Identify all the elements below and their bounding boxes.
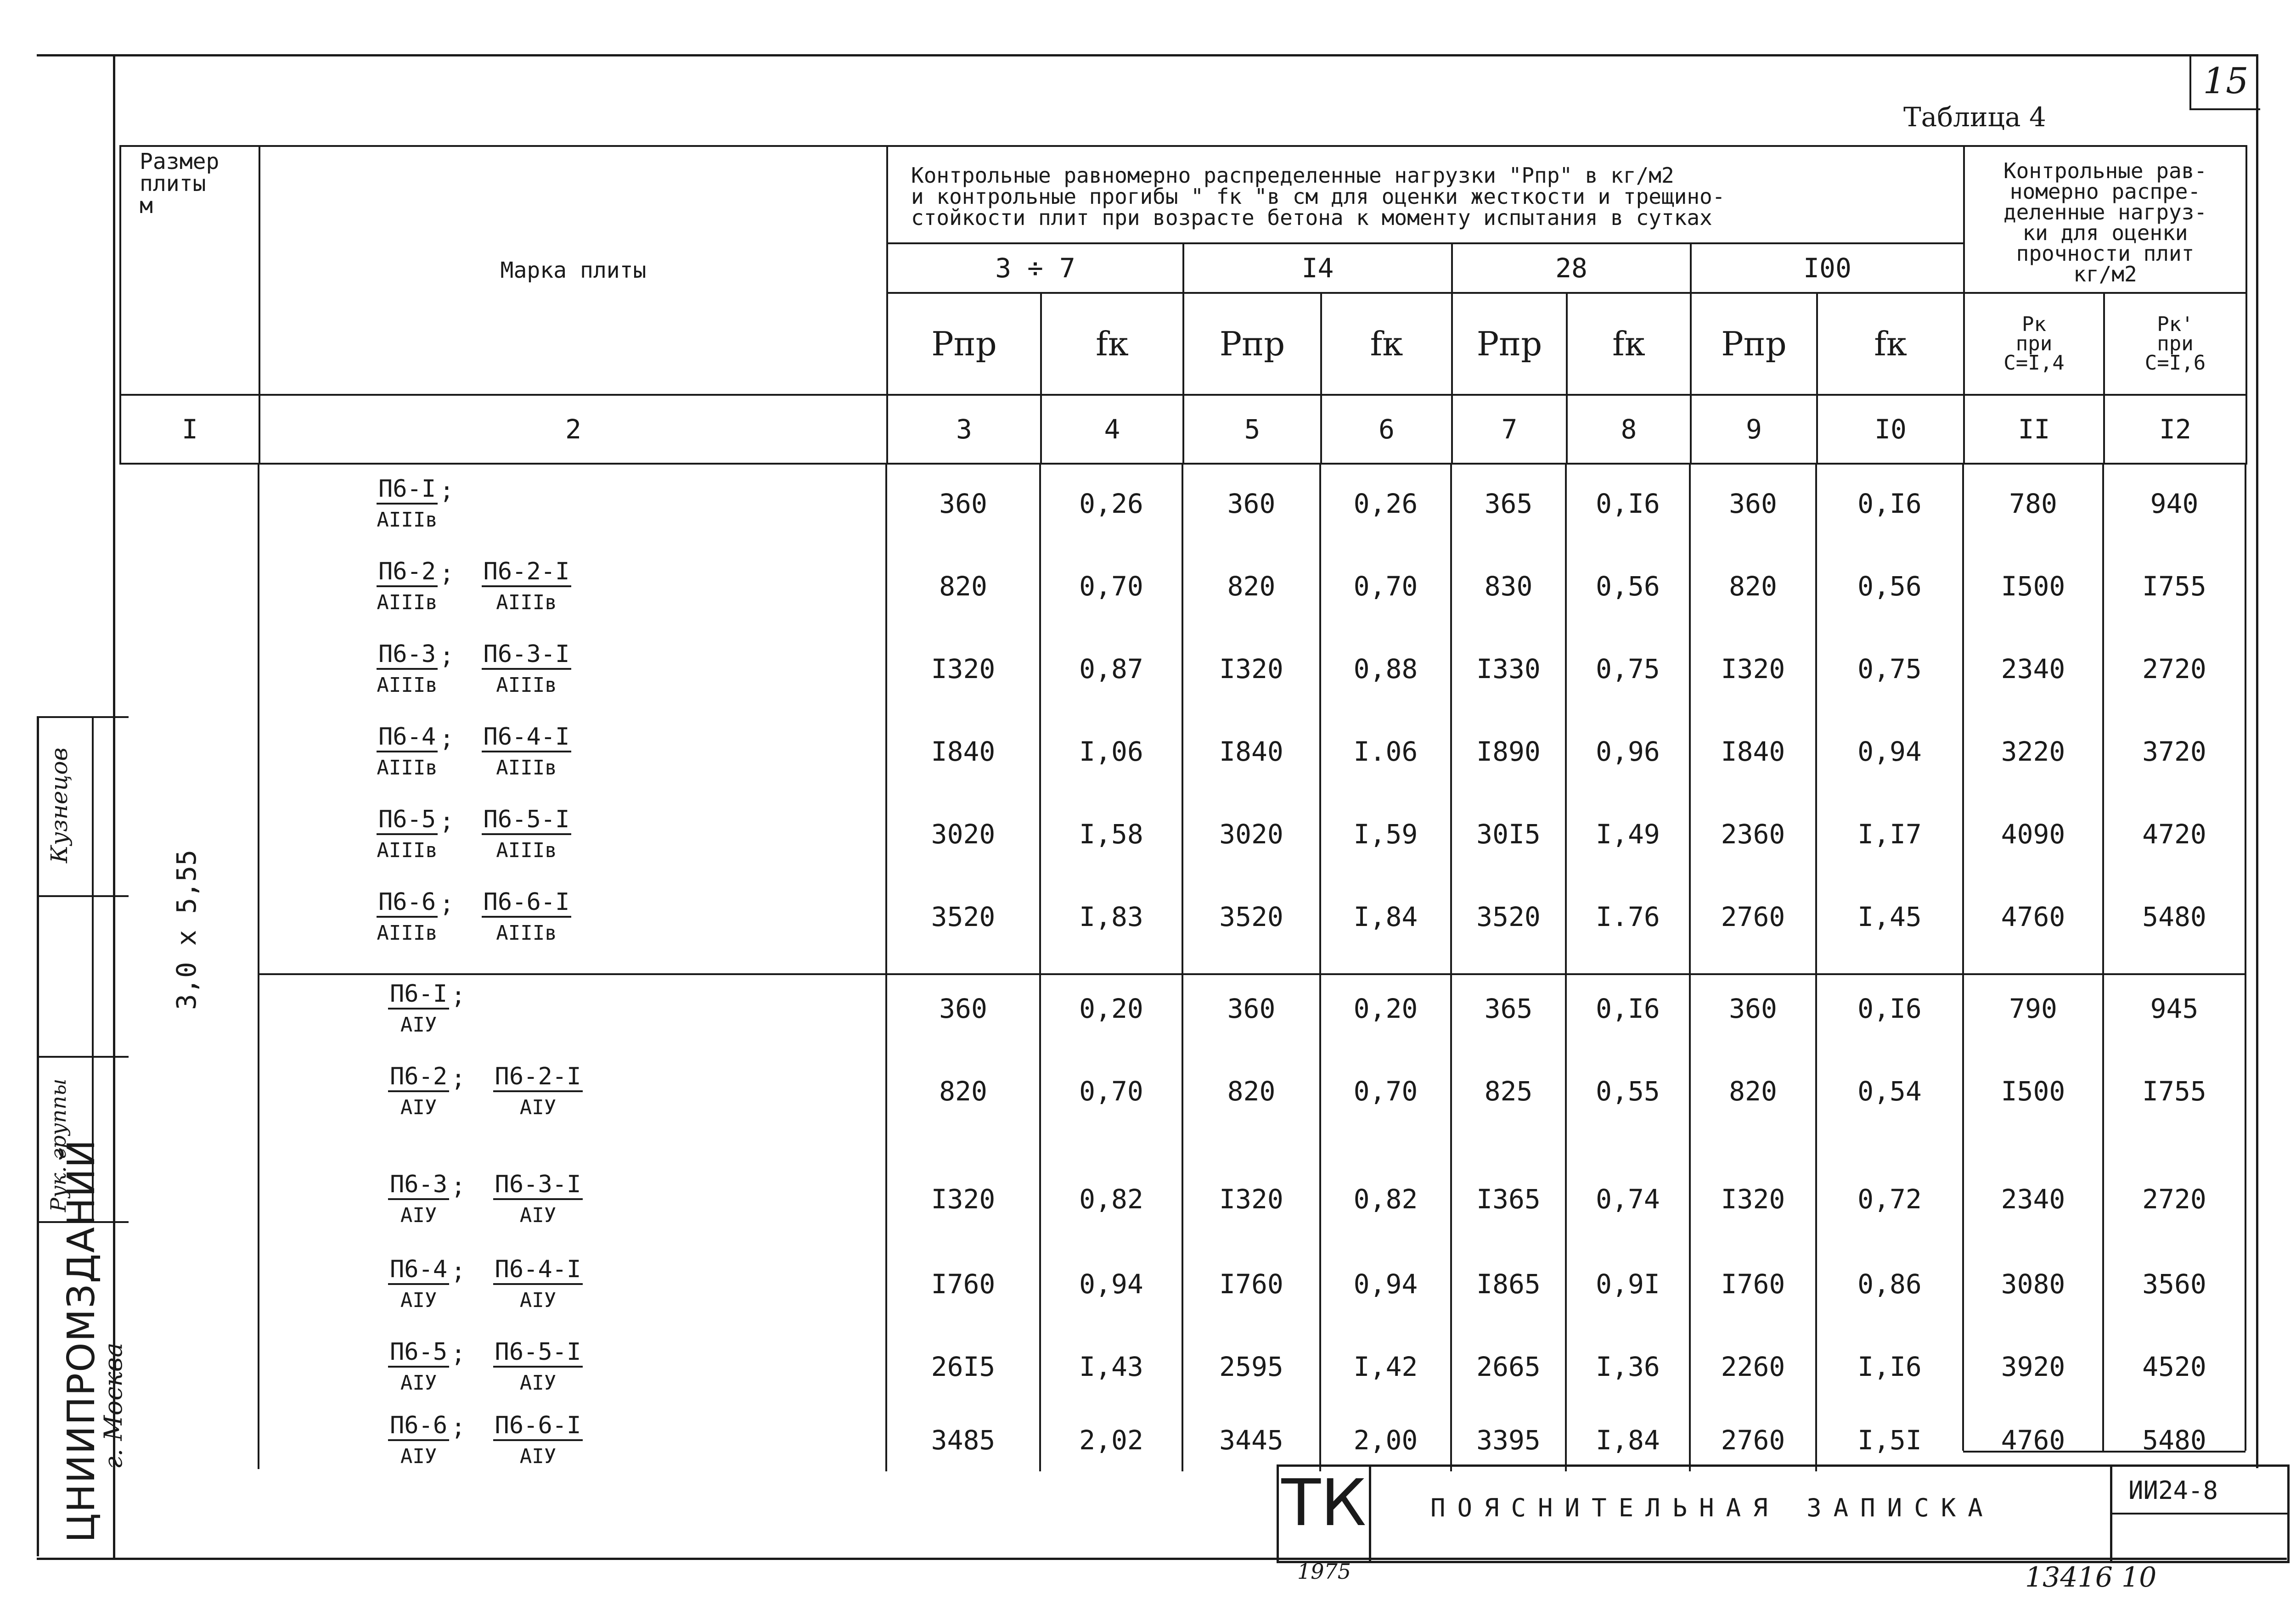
title-block-code: ИИ24-8 [2128, 1476, 2218, 1505]
mark-fraction-1 [388, 1412, 449, 1468]
mark-code: П6-2-I [482, 558, 572, 587]
bottom-note: 13416 10 [2025, 1561, 2157, 1593]
value-cell: 4720 [2142, 819, 2206, 850]
mark-steel: AIУ [400, 1204, 437, 1227]
side-stamp-line-3 [37, 716, 129, 718]
header-strength-label: Контрольные рав- номерно распре- деленные нагруз- ки для оценки прочности плит кг/м2 [2003, 158, 2207, 287]
plate-mark [377, 806, 571, 863]
value-cell: I330 [1476, 653, 1541, 684]
value-cell: 3395 [1476, 1425, 1541, 1456]
side-stamp-name: Кузнецов [46, 747, 73, 863]
mark-code: П6-5 [388, 1338, 449, 1368]
body-column-line [2102, 463, 2104, 1451]
value-cell: 26I5 [931, 1351, 996, 1382]
value-cell: I320 [931, 1184, 996, 1215]
value-cell: 0,55 [1596, 1076, 1660, 1107]
value-cell: 3520 [931, 901, 996, 932]
col-num-1: I [120, 395, 259, 464]
value-cell: 830 [1484, 571, 1533, 602]
mark-fraction-1 [377, 475, 438, 532]
mark-code: П6-6 [388, 1412, 449, 1441]
mark-steel: AIIIв [377, 508, 438, 532]
value-cell: 365 [1484, 993, 1533, 1024]
value-cell: 0,82 [1353, 1184, 1418, 1215]
value-cell: 940 [2150, 488, 2199, 519]
tk-logo [1279, 1466, 1371, 1584]
value-cell: I320 [931, 653, 996, 684]
margin-top-line [37, 54, 115, 56]
value-cell: I865 [1476, 1268, 1541, 1300]
header-plate-size-label: Размер плиты м [140, 149, 219, 219]
value-cell: 0,70 [1353, 571, 1418, 602]
plate-mark [388, 1256, 583, 1313]
header-plate-mark [259, 146, 887, 395]
mark-steel: AIIIв [377, 591, 438, 614]
tk-logo-text: ТК [1281, 1466, 1367, 1541]
value-cell: 0,88 [1353, 653, 1418, 684]
plate-mark [377, 558, 571, 615]
value-cell: 820 [1227, 1076, 1276, 1107]
col-num-12: I2 [2104, 395, 2246, 464]
mark-fraction-2 [482, 558, 572, 614]
value-cell: I,58 [1079, 819, 1143, 850]
value-cell: 4520 [2142, 1351, 2206, 1382]
value-cell: I365 [1476, 1184, 1541, 1215]
mark-fraction-2 [482, 888, 572, 945]
value-cell: 825 [1484, 1076, 1533, 1107]
body-column-line [885, 463, 887, 1471]
mark-code: П6-5-I [493, 1338, 583, 1368]
mark-fraction-1 [388, 980, 449, 1037]
value-cell: 0,54 [1857, 1076, 1922, 1107]
value-cell: 3560 [2142, 1268, 2206, 1300]
mark-steel: AIУ [400, 1445, 437, 1468]
value-cell: I840 [931, 736, 996, 767]
value-cell: 0,75 [1596, 653, 1660, 684]
col-num-5: 5 [1183, 395, 1321, 464]
value-cell: I,84 [1353, 901, 1418, 932]
header-pk-c14-label: Рк при С=I,4 [2003, 313, 2065, 375]
value-cell: 0,9I [1596, 1268, 1660, 1300]
header-f-14: fк [1321, 293, 1452, 395]
header-f-100: fк [1817, 293, 1964, 395]
side-stamp-line-4 [37, 895, 129, 897]
mark-steel: AIУ [400, 1371, 437, 1395]
mark-code: П6-I [377, 475, 438, 505]
value-cell: 365 [1484, 488, 1533, 519]
mark-steel: AIУ [400, 1013, 437, 1037]
body-column-line [1565, 463, 1567, 1471]
plate-mark [377, 723, 571, 780]
col-num-2: 2 [259, 395, 887, 464]
mark-code: П6-3 [388, 1171, 449, 1200]
value-cell: 2,00 [1353, 1425, 1418, 1456]
body-column-line [1815, 463, 1817, 1471]
mark-separator: ; [439, 642, 454, 670]
header-plate-mark-label: Марка плиты [500, 258, 647, 283]
title-block-code-line [2110, 1513, 2287, 1515]
value-cell: 0,94 [1353, 1268, 1418, 1300]
value-cell: 360 [1729, 488, 1777, 519]
header-strength-group [1964, 146, 2246, 293]
header-age-14: I4 [1183, 243, 1452, 293]
side-stamp [37, 716, 129, 1556]
mark-fraction-2 [493, 1171, 583, 1227]
page-number: 15 [2189, 54, 2260, 110]
mark-fraction-2 [493, 1338, 583, 1395]
value-cell: 945 [2150, 993, 2199, 1024]
value-cell: I320 [1721, 653, 1785, 684]
value-cell: 3520 [1476, 901, 1541, 932]
mark-code: П6-2 [388, 1063, 449, 1092]
header-f-28: fк [1567, 293, 1691, 395]
value-cell: 2720 [2142, 653, 2206, 684]
value-cell: 0,70 [1079, 571, 1143, 602]
value-cell: I,06 [1079, 736, 1143, 767]
group-separator-line [259, 973, 2245, 975]
body-column-line [2245, 463, 2246, 1451]
value-cell: 0,20 [1079, 993, 1143, 1024]
tk-logo-year: 1975 [1297, 1559, 1351, 1584]
mark-steel: AIIIв [496, 591, 557, 614]
value-cell: I,36 [1596, 1351, 1660, 1382]
mark-code: П6-4 [377, 723, 438, 752]
value-cell: I840 [1721, 736, 1785, 767]
mark-fraction-1 [388, 1171, 449, 1227]
plate-mark [388, 1171, 583, 1228]
side-stamp-org: ЦНИИПРОМЗДАНИЙ [60, 1139, 103, 1543]
value-cell: 5480 [2142, 1425, 2206, 1456]
mark-fraction-1 [377, 558, 438, 614]
value-cell: 3520 [1219, 901, 1283, 932]
mark-code: П6-6 [377, 888, 438, 918]
plate-mark [388, 1412, 583, 1469]
value-cell: 780 [2009, 488, 2057, 519]
value-cell: 0,I6 [1596, 993, 1660, 1024]
value-cell: I840 [1219, 736, 1283, 767]
value-cell: 0,74 [1596, 1184, 1660, 1215]
mark-steel: AIIIв [496, 673, 557, 697]
col-num-11: II [1964, 395, 2104, 464]
value-cell: 2665 [1476, 1351, 1541, 1382]
col-num-9: 9 [1691, 395, 1817, 464]
side-stamp-role: Рук. группы [46, 1078, 71, 1212]
mark-fraction-1 [388, 1338, 449, 1395]
plate-mark [377, 640, 571, 698]
mark-separator: ; [439, 560, 454, 587]
value-cell: 3080 [2001, 1268, 2065, 1300]
value-cell: 5480 [2142, 901, 2206, 932]
mark-separator: ; [439, 477, 454, 505]
value-cell: 0,87 [1079, 653, 1143, 684]
value-cell: I320 [1219, 653, 1283, 684]
mark-steel: AIУ [519, 1289, 557, 1312]
value-cell: I,5I [1857, 1425, 1922, 1456]
mark-code: П6-6-I [493, 1412, 583, 1441]
value-cell: 30I5 [1476, 819, 1541, 850]
plate-size-label: 3,0 x 5,55 [171, 849, 202, 1010]
mark-separator: ; [451, 1257, 466, 1285]
value-cell: 0,I6 [1596, 488, 1660, 519]
frame-right-border [2256, 54, 2258, 1468]
mark-steel: AIУ [519, 1204, 557, 1227]
value-cell: 2595 [1219, 1351, 1283, 1382]
value-cell: 0,94 [1857, 736, 1922, 767]
mark-fraction-2 [493, 1063, 583, 1119]
value-cell: I.06 [1353, 736, 1418, 767]
value-cell: 0,70 [1353, 1076, 1418, 1107]
mark-steel: AIIIв [496, 756, 557, 780]
mark-fraction-2 [482, 723, 572, 780]
header-age-100: I00 [1691, 243, 1964, 293]
value-cell: 360 [1227, 993, 1276, 1024]
mark-separator: ; [439, 890, 454, 918]
header-p-100: Рпр [1691, 293, 1817, 395]
value-cell: 2260 [1721, 1351, 1785, 1382]
value-cell: 0,56 [1857, 571, 1922, 602]
header-p-3-7: Рпр [887, 293, 1041, 395]
value-cell: I,49 [1596, 819, 1660, 850]
col-num-7: 7 [1452, 395, 1567, 464]
mark-code: П6-3 [377, 640, 438, 670]
header-pk-c14 [1964, 293, 2104, 395]
plate-mark [377, 475, 482, 533]
mark-steel: AIУ [519, 1445, 557, 1468]
value-cell: 0,I6 [1857, 993, 1922, 1024]
plate-mark [388, 980, 493, 1038]
value-cell: 360 [1729, 993, 1777, 1024]
value-cell: I,84 [1596, 1425, 1660, 1456]
mark-separator: ; [451, 1172, 466, 1200]
value-cell: 0,20 [1353, 993, 1418, 1024]
mark-code: П6-3-I [493, 1171, 583, 1200]
header-p-14: Рпр [1183, 293, 1321, 395]
value-cell: 4760 [2001, 901, 2065, 932]
mark-fraction-1 [388, 1256, 449, 1312]
header-stiffness-label: Контрольные равномерно распределенные нагрузки "Рпр" в кг/м2 и контрольные прогибы " fк "в см для оценки жесткости и трещино- стойкости плит при возрасте бетона к моменту испытания в сутках [911, 163, 1725, 230]
value-cell: 0,70 [1079, 1076, 1143, 1107]
value-cell: 2760 [1721, 1425, 1785, 1456]
plate-mark [377, 888, 571, 946]
value-cell: 0,75 [1857, 653, 1922, 684]
value-cell: I760 [1219, 1268, 1283, 1300]
mark-separator: ; [451, 1340, 466, 1368]
mark-steel: AIIIв [377, 673, 438, 697]
plate-mark [388, 1063, 583, 1120]
value-cell: 0,94 [1079, 1268, 1143, 1300]
mark-fraction-2 [493, 1412, 583, 1468]
value-cell: 360 [939, 993, 987, 1024]
mark-code: П6-4-I [482, 723, 572, 752]
value-cell: 0,72 [1857, 1184, 1922, 1215]
col-num-6: 6 [1321, 395, 1452, 464]
col-num-10: I0 [1817, 395, 1964, 464]
frame-top-border [113, 54, 2258, 56]
value-cell: I,83 [1079, 901, 1143, 932]
value-cell: 2720 [2142, 1184, 2206, 1215]
value-cell: 0,26 [1353, 488, 1418, 519]
value-cell: I,43 [1079, 1351, 1143, 1382]
value-cell: 820 [939, 571, 987, 602]
mark-separator: ; [439, 808, 454, 835]
table-label: Таблица 4 [1903, 101, 2046, 133]
value-cell: 0,26 [1079, 488, 1143, 519]
value-cell: I755 [2142, 1076, 2206, 1107]
value-cell: 2340 [2001, 653, 2065, 684]
body-column-line [1962, 463, 1964, 1451]
mark-steel: AIУ [400, 1289, 437, 1312]
value-cell: 3020 [1219, 819, 1283, 850]
value-cell: 2,02 [1079, 1425, 1143, 1456]
header-p-28: Рпр [1452, 293, 1567, 395]
value-cell: 0,56 [1596, 571, 1660, 602]
header-age-3-7: 3 ÷ 7 [887, 243, 1183, 293]
column-number-row [120, 395, 2246, 464]
header-pk-c16 [2104, 293, 2246, 395]
value-cell: 0,96 [1596, 736, 1660, 767]
value-cell: 820 [1729, 1076, 1777, 1107]
mark-steel: AIУ [519, 1096, 557, 1119]
value-cell: I755 [2142, 571, 2206, 602]
mark-steel: AIУ [400, 1096, 437, 1119]
mark-fraction-2 [493, 1256, 583, 1312]
mark-code: П6-2 [377, 558, 438, 587]
value-cell: 3920 [2001, 1351, 2065, 1382]
mark-steel: AIIIв [496, 921, 557, 945]
mark-fraction-2 [482, 640, 572, 697]
mark-code: П6-4-I [493, 1256, 583, 1285]
body-column-line [1689, 463, 1691, 1471]
value-cell: 3220 [2001, 736, 2065, 767]
body-column-line [1039, 463, 1041, 1471]
mark-fraction-1 [377, 723, 438, 780]
value-cell: 2760 [1721, 901, 1785, 932]
value-cell: I500 [2001, 1076, 2065, 1107]
mark-fraction-1 [377, 640, 438, 697]
value-cell: 2340 [2001, 1184, 2065, 1215]
mark-code: П6-I [388, 980, 449, 1010]
plate-mark [388, 1338, 583, 1396]
value-cell: 2360 [1721, 819, 1785, 850]
mark-separator: ; [439, 725, 454, 752]
mark-steel: AIIIв [377, 756, 438, 780]
header-age-28: 28 [1452, 243, 1691, 293]
mark-fraction-2 [482, 806, 572, 862]
value-cell: 0,82 [1079, 1184, 1143, 1215]
header-plate-size [120, 146, 259, 395]
value-cell: 3445 [1219, 1425, 1283, 1456]
body-column-line [1182, 463, 1183, 1471]
mark-code: П6-2-I [493, 1063, 583, 1092]
value-cell: 0,I6 [1857, 488, 1922, 519]
value-cell: 820 [1729, 571, 1777, 602]
value-cell: I.76 [1596, 901, 1660, 932]
mark-fraction-1 [388, 1063, 449, 1119]
mark-separator: ; [451, 1414, 466, 1441]
value-cell: I,I7 [1857, 819, 1922, 850]
mark-steel: AIIIв [377, 921, 438, 945]
header-pk-c16-label: Рк' при С=I,6 [2144, 313, 2206, 375]
mark-fraction-1 [377, 806, 438, 862]
value-cell: 820 [939, 1076, 987, 1107]
mark-steel: AIУ [519, 1371, 557, 1395]
value-cell: I760 [1721, 1268, 1785, 1300]
value-cell: I,45 [1857, 901, 1922, 932]
value-cell: I,I6 [1857, 1351, 1922, 1382]
mark-code: П6-4 [388, 1256, 449, 1285]
mark-code: П6-5-I [482, 806, 572, 835]
body-column-line [1450, 463, 1452, 1471]
value-cell: 360 [1227, 488, 1276, 519]
side-stamp-line-1 [37, 716, 39, 1556]
value-cell: 3720 [2142, 736, 2206, 767]
col-num-4: 4 [1041, 395, 1183, 464]
value-cell: I320 [1721, 1184, 1785, 1215]
value-cell: I760 [931, 1268, 996, 1300]
value-cell: 3485 [931, 1425, 996, 1456]
body-column-line [258, 463, 259, 1469]
mark-code: П6-3-I [482, 640, 572, 670]
value-cell: I,42 [1353, 1351, 1418, 1382]
col-num-8: 8 [1567, 395, 1691, 464]
value-cell: 790 [2009, 993, 2057, 1024]
value-cell: 0,86 [1857, 1268, 1922, 1300]
mark-separator: ; [451, 982, 466, 1010]
value-cell: 360 [939, 488, 987, 519]
value-cell: 3020 [931, 819, 996, 850]
mark-fraction-1 [377, 888, 438, 945]
header-stiffness-group [887, 146, 1964, 243]
mark-code: П6-6-I [482, 888, 572, 918]
value-cell: I,59 [1353, 819, 1418, 850]
side-stamp-city: г. Москва [99, 1342, 128, 1469]
mark-steel: AIIIв [377, 839, 438, 862]
value-cell: 820 [1227, 571, 1276, 602]
value-cell: I890 [1476, 736, 1541, 767]
value-cell: 4090 [2001, 819, 2065, 850]
mark-code: П6-5 [377, 806, 438, 835]
body-column-line [1319, 463, 1321, 1471]
header-f-3-7: fк [1041, 293, 1183, 395]
side-stamp-line-5 [37, 1056, 129, 1058]
value-cell: I320 [1219, 1184, 1283, 1215]
mark-separator: ; [451, 1065, 466, 1092]
value-cell: 4760 [2001, 1425, 2065, 1456]
col-num-3: 3 [887, 395, 1041, 464]
data-table-header [119, 145, 2247, 465]
mark-steel: AIIIв [496, 839, 557, 862]
title-block-title: ПОЯСНИТЕЛЬНАЯ ЗАПИСКА [1430, 1493, 1995, 1522]
value-cell: I500 [2001, 571, 2065, 602]
